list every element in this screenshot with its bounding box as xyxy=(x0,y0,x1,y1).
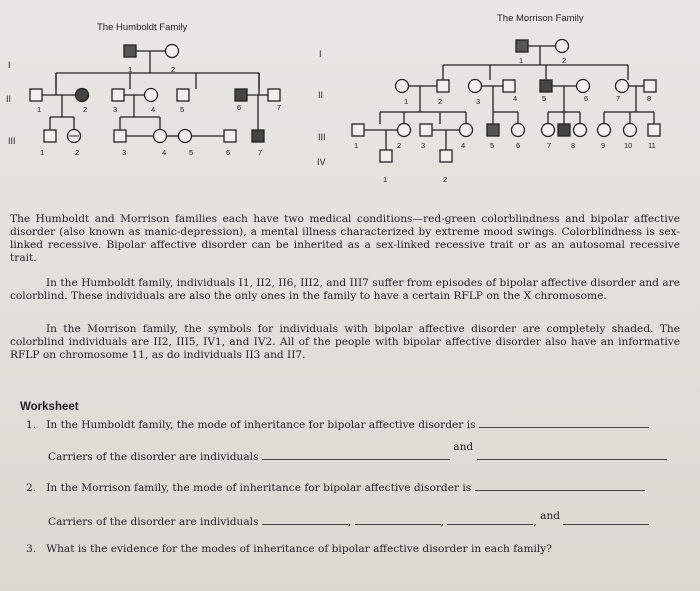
individual-number: 2 xyxy=(75,148,80,157)
individual-number: 4 xyxy=(513,94,518,103)
individual-number: 4 xyxy=(162,148,167,157)
gen-label: I xyxy=(319,49,322,59)
carriers-label: Carriers of the disorder are individuals xyxy=(48,451,259,463)
individual-number: 1 xyxy=(519,56,524,65)
individual-number: 2 xyxy=(397,141,402,150)
individual-number: 6 xyxy=(516,141,521,150)
q1-mode-answer[interactable] xyxy=(479,416,649,428)
and-label: and xyxy=(540,510,561,522)
q2-carrier-b-answer[interactable] xyxy=(355,513,441,525)
individual-number: 7 xyxy=(547,141,552,150)
individual-number: 2 xyxy=(438,97,443,106)
individual-number: 2 xyxy=(562,56,567,65)
individual-number: 7 xyxy=(258,148,263,157)
individual-number: 8 xyxy=(571,141,576,150)
individual-number: 8 xyxy=(647,94,652,103)
question-3 xyxy=(26,543,552,555)
question-number: 2. xyxy=(26,482,37,494)
question-1-carriers xyxy=(48,441,667,463)
pedigree-figure xyxy=(0,0,700,200)
question-text: In the Morrison family, the mode of inheritance for bipolar affective disorder is xyxy=(46,482,472,494)
gen-label: III xyxy=(8,136,16,146)
intro-paragraph: The Humboldt and Morrison families each have two medical conditions—red-green colorblindness and bipolar affective disorder (also known as manic-depression), a mental illness characterized by extreme mood swings. Colorblindness is sex-linked recessive. Bipolar affective disorder can be inherited as a sex-linked recessive trait or as an autosomal recessive trait. xyxy=(10,213,680,264)
individual-number: 3 xyxy=(476,97,481,106)
individual-number: 3 xyxy=(113,105,118,114)
individual-number: 5 xyxy=(542,94,547,103)
individual-number: 1 xyxy=(404,97,409,106)
question-text: What is the evidence for the modes of inheritance of bipolar affective disorder in each family? xyxy=(46,543,552,555)
individual-number: 6 xyxy=(584,94,589,103)
q2-carrier-a-answer[interactable] xyxy=(262,513,348,525)
individual-number: 1 xyxy=(354,141,359,150)
individual-number: 1 xyxy=(128,65,133,74)
question-number: 3. xyxy=(26,543,37,555)
q1-carrier-b-answer[interactable] xyxy=(477,448,667,460)
individual-number: 11 xyxy=(648,141,656,150)
question-2-carriers: Carriers of the disorder are individuals , , , and xyxy=(48,513,649,528)
individual-number: 3 xyxy=(421,141,426,150)
gen-label: I xyxy=(8,60,11,70)
worksheet-title: Worksheet xyxy=(20,401,79,413)
individual-number: 1 xyxy=(37,105,42,114)
q1-carrier-a-answer[interactable] xyxy=(262,448,450,460)
q2-carrier-d-answer[interactable] xyxy=(563,513,649,525)
individual-number: 4 xyxy=(151,105,156,114)
individual-number: 7 xyxy=(277,103,282,112)
q2-carrier-c-answer[interactable] xyxy=(447,513,533,525)
question-1 xyxy=(26,416,649,431)
question-2 xyxy=(26,479,645,494)
individual-number: 5 xyxy=(490,141,495,150)
individual-number: 4 xyxy=(461,141,466,150)
humboldt-title: The Humboldt Family xyxy=(97,22,188,33)
individual-number: 3 xyxy=(122,148,127,157)
humboldt-paragraph: In the Humboldt family, individuals I1, II2, II6, III2, and III7 suffer from episodes of bipolar affective disorder and are colorblind. These individuals are also the only ones in the family to have a certain RFLP on the X chromosome. xyxy=(10,277,680,302)
individual-number: 9 xyxy=(601,141,606,150)
morrison-title: The Morrison Family xyxy=(497,13,584,24)
individual-number: 6 xyxy=(226,148,231,157)
individual-number: 5 xyxy=(180,105,185,114)
gen-label: III xyxy=(318,132,326,142)
individual-number: 2 xyxy=(83,105,88,114)
question-text: In the Humboldt family, the mode of inheritance for bipolar affective disorder is xyxy=(46,419,476,431)
gen-label: II xyxy=(318,90,324,100)
gen-label: II xyxy=(6,94,12,104)
individual-number: 2 xyxy=(443,175,448,184)
carriers-label: Carriers of the disorder are individuals xyxy=(48,516,259,528)
gen-label: IV xyxy=(317,157,326,167)
individual-number: 10 xyxy=(624,141,633,150)
and-label: and xyxy=(453,441,474,453)
individual-number: 1 xyxy=(40,148,45,157)
individual-number: 7 xyxy=(616,94,621,103)
individual-number: 5 xyxy=(189,148,194,157)
individual-number: 6 xyxy=(237,103,242,112)
morrison-paragraph: In the Morrison family, the symbols for individuals with bipolar affective disorder are completely shaded. The colorblind individuals are II2, III5, IV1, and IV2. All of the people with bipolar affective disorder also have an informative RFLP on chromosome 11, as do individuals II3 and II7. xyxy=(10,323,680,361)
q2-mode-answer[interactable] xyxy=(475,479,645,491)
individual-number: 2 xyxy=(171,65,176,74)
individual-number: 1 xyxy=(383,175,388,184)
question-number: 1. xyxy=(26,419,37,431)
